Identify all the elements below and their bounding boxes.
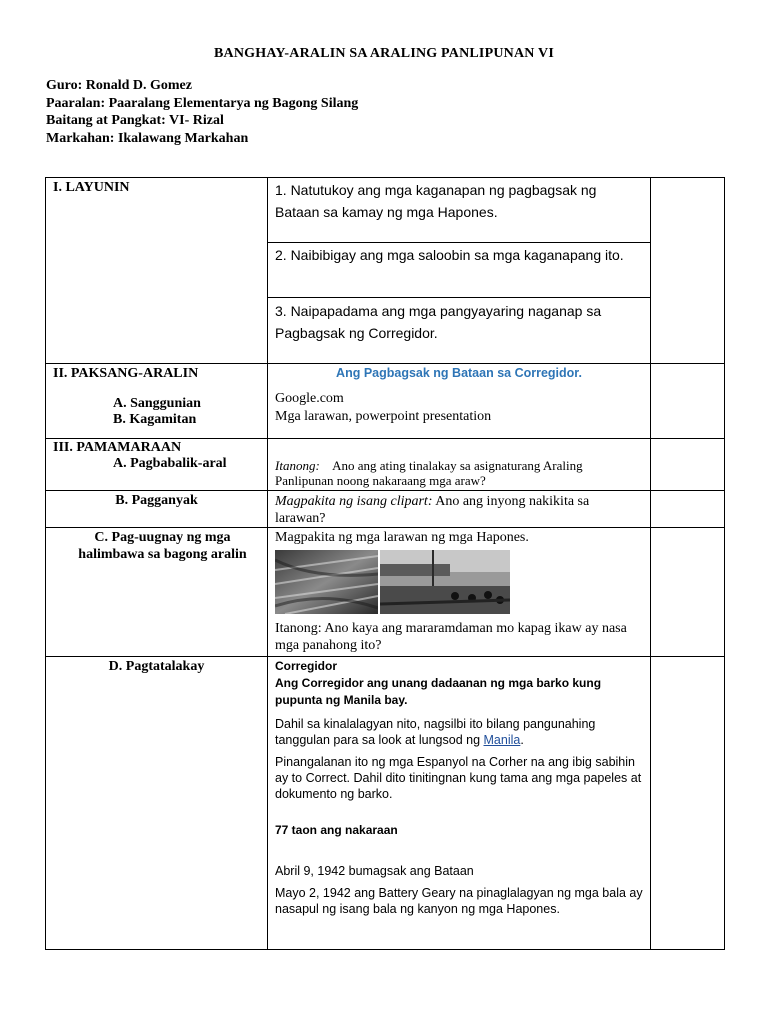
pagganyak-text: Ano ang inyong nakikita sa larawan? [275,494,590,526]
pagbabalik-aral-label: A. Pagbabalik-aral [113,456,227,471]
objective-1: 1. Natutukoy ang mga kaganapan ng pagbagsak ng Bataan sa kamay ng mga Hapones. [268,178,650,243]
pag-uugnay-label: C. Pag-uugnay ng mga halimbawa sa bagong aralin [78,530,247,562]
quarter: Markahan: Ikalawang Markahan [46,130,249,146]
kagamitan-label: B. Kagamitan [113,412,197,427]
sanggunian-value: Google.com [275,391,344,406]
pagganyak-label: B. Pagganyak [115,493,198,508]
discussion-paragraph-2: Pinangalanan ito ng mga Espanyol na Corher na ang ibig sabihin ay to Correct. Dahil dito tinitingnan kung tama ang mga papeles at dokumento ng barko. [275,755,642,801]
lesson-plan-table [45,177,725,950]
objective-2: 2. Naibibigay ang mga saloobin sa mga kaganapang ito. [268,243,650,298]
school-name: Paaralan: Paaralang Elementarya ng Bagong Silang [46,95,359,111]
kagamitan-value: Mga larawan, powerpoint presentation [275,409,492,424]
pagganyak-lead: Magpakita ng isang clipart: [275,494,433,509]
pag-uugnay-text-1: Magpakita ng mga larawan ng mga Hapones. [275,530,529,545]
row-pag-uugnay [46,528,725,657]
grade-section: Baitang at Pangkat: VI- Rizal [46,113,224,128]
row-pagbabalik-aral [46,439,725,491]
objective-3: 3. Naipapadama ang mga pangyayaring naganap sa Pagbagsak ng Corregidor. [275,303,602,341]
layunin-label: I. LAYUNIN [53,180,130,195]
pag-uugnay-text-2: Itanong: Ano kaya ang mararamdaman mo kapag ikaw ay nasa mga panahong ito? [275,621,627,653]
paksang-aralin-label: II. PAKSANG-ARALIN [53,366,199,381]
pagbabalik-aral-lead: Itanong: [275,458,320,473]
discussion-heading-intro: Ang Corregidor ang unang dadaanan ng mga barko kung pupunta ng Manila bay. [275,676,602,707]
row-paksang-aralin [46,364,725,439]
discussion-heading-corregidor: Corregidor [275,659,338,673]
row-pagtatalakay [46,657,725,950]
pagbabalik-aral-text: Ano ang ating tinalakay sa asignaturang Araling Panlipunan noong nakaraang mga araw? [275,458,583,488]
photo-row [275,550,643,614]
page-title: BANGHAY-ARALIN SA ARALING PANLIPUNAN VI [214,46,554,61]
pamamaraan-label: III. PAMAMARAAN [53,440,182,455]
discussion-paragraph-4: Mayo 2, 1942 ang Battery Geary na pinaglalagyan ng mga bala ay nasapul ng isang bala ng kanyon ng mga Hapones. [275,886,643,916]
discussion-paragraph-1: Dahil sa kinalalagyan nito, nagsilbi ito bilang pangunahing tanggulan para sa look at lungsod ng Manila. [275,717,596,747]
manila-link[interactable]: Manila [483,733,521,747]
war-photo-2 [380,550,510,614]
row-layunin [46,178,725,364]
teacher-name: Guro: Ronald D. Gomez [46,78,192,93]
discussion-paragraph-3: Abril 9, 1942 bumagsak ang Bataan [275,864,474,878]
sanggunian-label: A. Sanggunian [113,396,201,411]
topic-title: Ang Pagbagsak ng Bataan sa Corregidor. [336,366,582,380]
teacher-info [46,77,358,147]
discussion-heading-77-years: 77 taon ang nakaraan [275,823,398,837]
pagtatalakay-label: D. Pagtatalakay [108,659,205,674]
war-photo-1 [275,550,378,614]
row-pagganyak [46,491,725,528]
